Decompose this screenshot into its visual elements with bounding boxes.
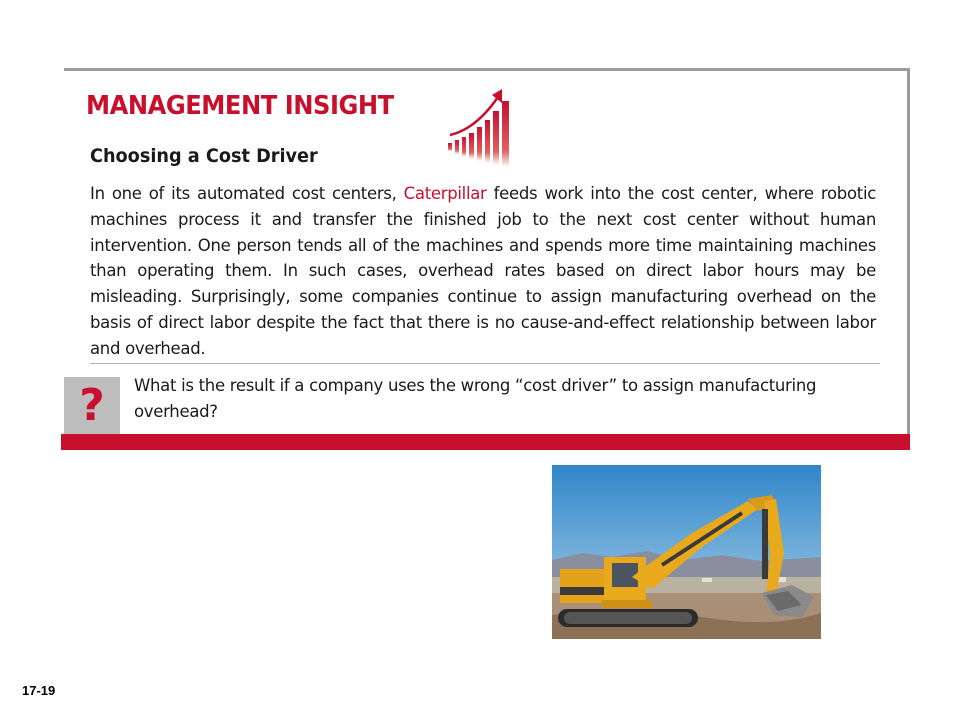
paragraph-text-end: feeds work into the cost center, where robotic machines process it and transfer the finished job to the next cost center without human intervention. One person tends all of the machines and spends more time maintaining machines than operating them. In such cases, overhead rates based on direct labor hours may be misleading. Surprisingly, some companies continue to assign manufacturing overhead on the basis of direct labor despite the fact that there is no cause-and-effect relationship between labor and overhead.	[90, 184, 877, 358]
discussion-question: What is the result if a company uses the wrong “cost driver” to assign manufacturing overhead?	[134, 376, 817, 421]
company-name-highlight: Caterpillar	[403, 184, 487, 203]
box-subtitle: Choosing a Cost Driver	[90, 145, 318, 167]
slide-number: 17-19	[22, 683, 56, 698]
paragraph-text-start: In one of its automated cost centers,	[90, 184, 404, 203]
question-mark-box	[64, 377, 120, 435]
management-insight-box	[64, 68, 910, 450]
question-mark-icon: ?	[79, 380, 105, 431]
box-heading: MANAGEMENT INSIGHT	[86, 91, 394, 121]
section-divider	[90, 363, 880, 364]
excavator-photo	[552, 465, 821, 639]
bottom-accent-bar	[61, 434, 910, 450]
insight-paragraph	[90, 181, 876, 362]
rising-bar-chart-icon	[446, 83, 518, 169]
